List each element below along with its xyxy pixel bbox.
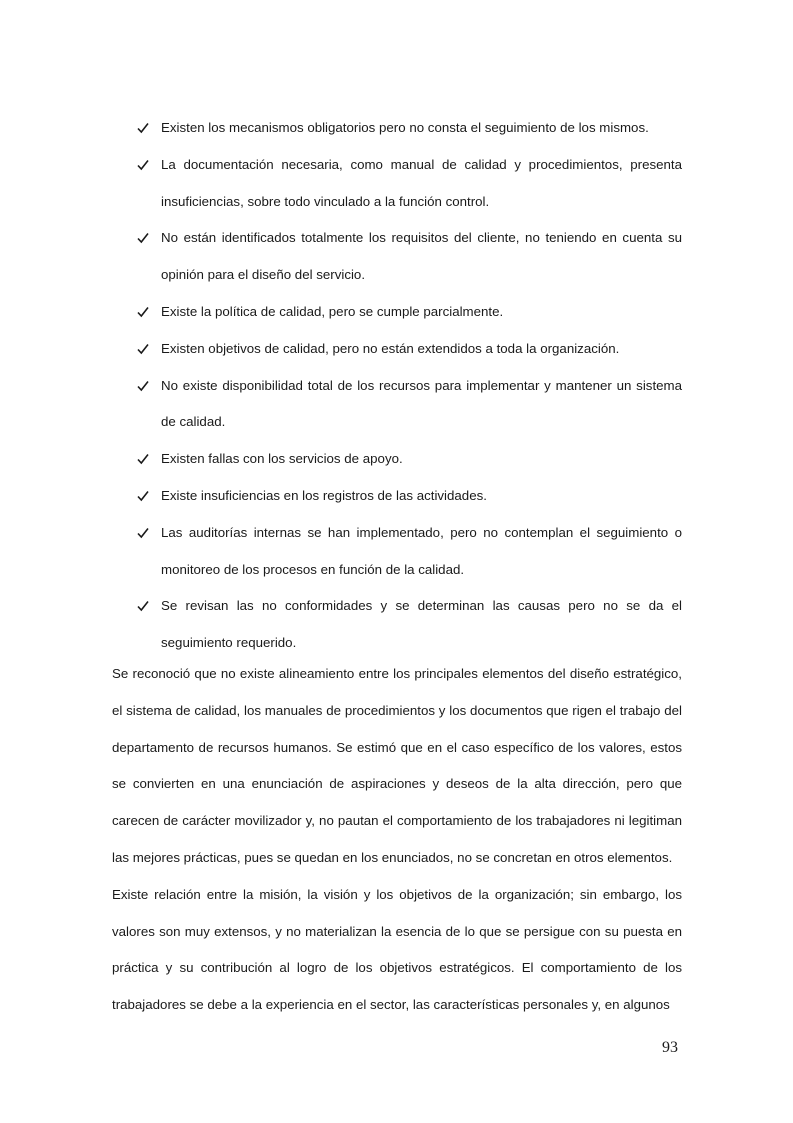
findings-checklist [136,110,682,662]
list-item-text: La documentación necesaria, como manual de calidad y procedimientos, presenta insuficiencias, sobre todo vinculado a la función control. [161,156,682,209]
checkmark-icon [136,588,154,625]
list-item [136,478,682,515]
list-item [136,368,682,442]
checkmark-icon [136,478,154,515]
list-item-text: Existen los mecanismos obligatorios pero no consta el seguimiento de los mismos. [161,120,649,135]
checkmark-icon [136,110,154,147]
list-item-text: No existe disponibilidad total de los recursos para implementar y mantener un sistema de calidad. [161,377,682,430]
list-item-text: Existe insuficiencias en los registros de las actividades. [161,487,487,503]
checkmark-icon [136,294,154,331]
list-item-text: Las auditorías internas se han implementado, pero no contemplan el seguimiento o monitoreo de los procesos en función de la calidad. [161,524,682,577]
body-text [112,656,682,1024]
list-item-text: No están identificados totalmente los requisitos del cliente, no teniendo en cuenta su opinión para el diseño del servicio. [161,230,682,283]
page-number: 93 [662,1039,678,1056]
list-item [136,441,682,478]
list-item-text: Existe la política de calidad, pero se cumple parcialmente. [161,303,504,319]
list-item [136,294,682,331]
list-item-text: Existen objetivos de calidad, pero no están extendidos a toda la organización. [161,340,620,356]
list-item-text: Existen fallas con los servicios de apoyo. [161,451,403,467]
list-item [136,147,682,221]
checkmark-icon [136,368,154,405]
checkmark-icon [136,147,154,184]
paragraph: Existe relación entre la misión, la visión y los objetivos de la organización; sin embargo, los valores son muy extensos, y no materializan la esencia de lo que se persigue con su puesta en práctica y su contribución al logro de los objetivos estratégicos. El comportamiento de los trabajadores se debe a la experiencia en el sector, las características personales y, en algunos [112,886,682,1013]
list-item [136,588,682,662]
list-item [136,220,682,294]
checkmark-icon [136,331,154,368]
list-item [136,515,682,589]
checkmark-icon [136,441,154,478]
checkmark-icon [136,515,154,552]
list-item [136,110,682,147]
list-item-text: Se revisan las no conformidades y se determinan las causas pero no se da el seguimiento requerido. [161,598,682,651]
paragraph: Se reconoció que no existe alineamiento entre los principales elementos del diseño estratégico, el sistema de calidad, los manuales de procedimientos y los documentos que rigen el trabajo del departamento de recursos humanos. Se estimó que en el caso específico de los valores, estos se convierten en una enunciación de aspiraciones y deseos de la alta dirección, pero que carecen de carácter movilizador y, no pautan el comportamiento de los trabajadores ni legitiman las mejores prácticas, pues se quedan en los enunciados, no se concretan en otros elementos. [112,666,682,865]
list-item [136,331,682,368]
checkmark-icon [136,220,154,257]
